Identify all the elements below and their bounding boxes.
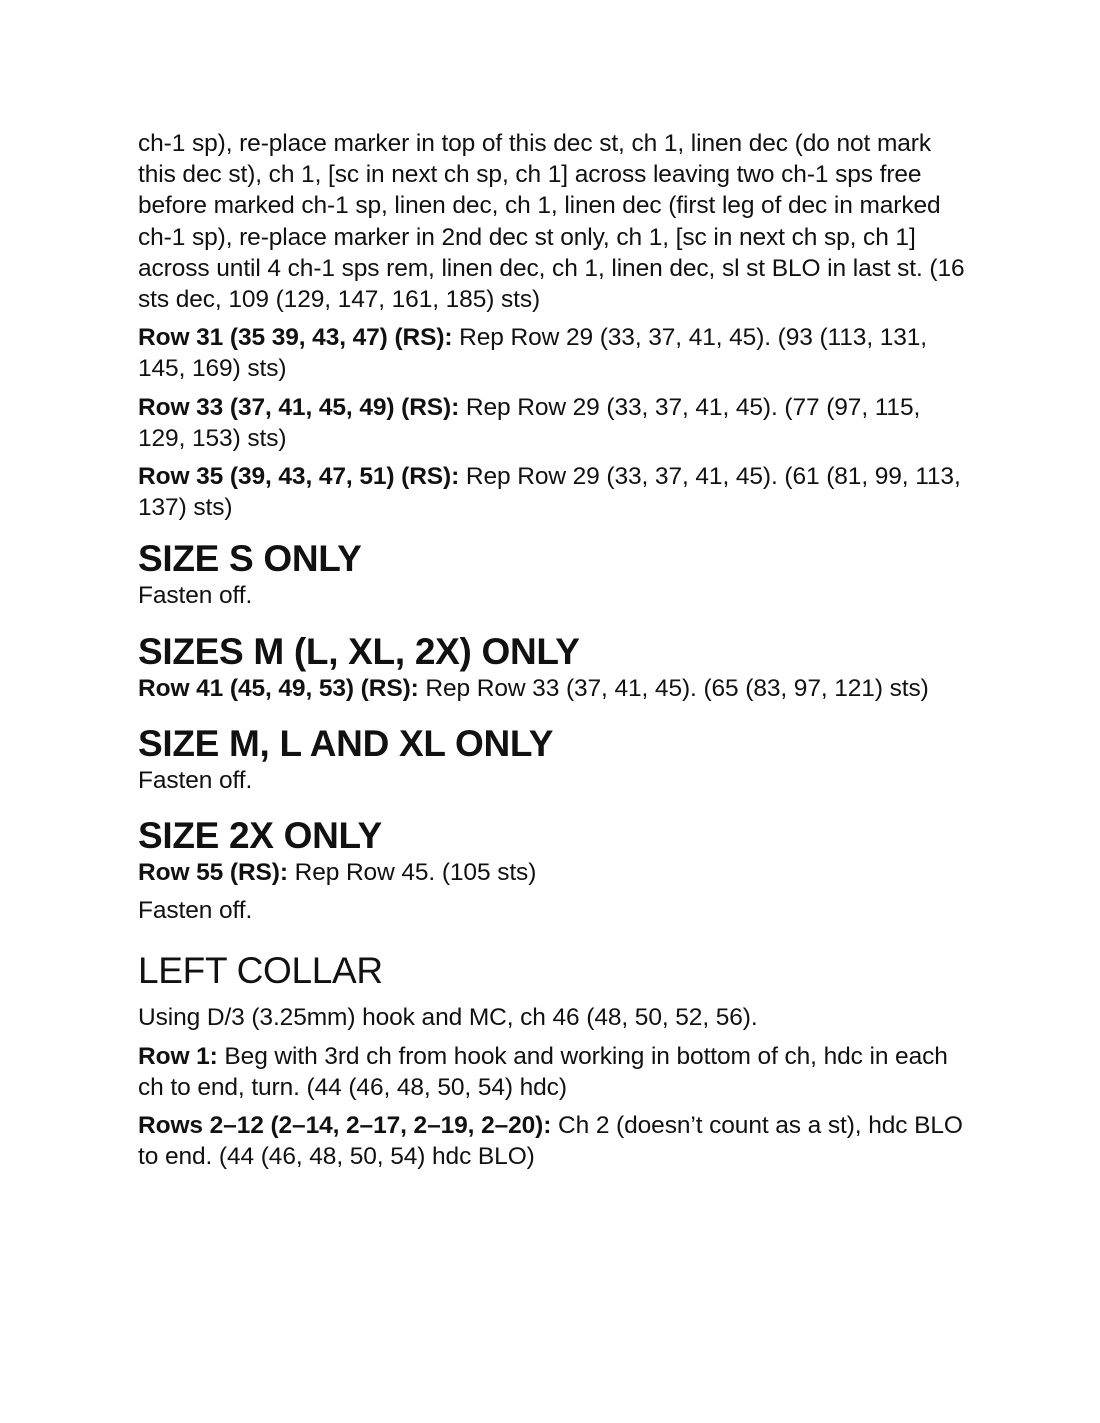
row-text: Rep Row 33 (37, 41, 45). (65 (83, 97, 121) sts) xyxy=(418,674,929,702)
row-label: Row 35 (39, 43, 47, 51) (RS): xyxy=(138,463,460,491)
sizes-m-2x-heading: SIZES M (L, XL, 2X) ONLY xyxy=(138,630,580,672)
row-text: Rep Row 45. (105 sts) xyxy=(287,859,537,887)
row-label: Row 1: xyxy=(138,1042,218,1070)
size-m-l-xl-text: Fasten off. xyxy=(138,766,253,794)
row-41-instruction xyxy=(138,673,968,704)
row-label: Row 41 (45, 49, 53) (RS): xyxy=(138,674,419,702)
size-s-text: Fasten off. xyxy=(138,582,253,610)
row-text: Rep Row 29 (33, 37, 41, 45). (93 (113, 131, 145, 169) sts) xyxy=(138,324,928,383)
row-label: Row 55 (RS): xyxy=(138,859,288,887)
left-collar-intro: Using D/3 (3.25mm) hook and MC, ch 46 (48, 50, 52, 56). xyxy=(138,1004,758,1032)
row-31-instruction xyxy=(138,322,968,384)
left-collar-heading: LEFT COLLAR xyxy=(138,950,383,992)
collar-row-1-instruction xyxy=(138,1041,968,1103)
row-text: Ch 2 (doesn’t count as a st), hdc BLO to end. (44 (46, 48, 50, 54) hdc BLO) xyxy=(138,1112,963,1171)
collar-rows-2-12-instruction xyxy=(138,1110,968,1172)
row-label: Row 31 (35 39, 43, 47) (RS): xyxy=(138,324,453,352)
pattern-page xyxy=(138,128,968,1179)
row-33-instruction xyxy=(138,392,968,454)
row-55-instruction xyxy=(138,857,968,888)
size-2x-text: Fasten off. xyxy=(138,897,253,925)
row-text: Rep Row 29 (33, 37, 41, 45). (61 (81, 99, 113, 137) sts) xyxy=(138,463,961,522)
size-2x-heading: SIZE 2X ONLY xyxy=(138,815,382,857)
row-text: Beg with 3rd ch from hook and working in bottom of ch, hdc in each ch to end, turn. (44 (46, 48, 50, 54) hdc) xyxy=(138,1042,948,1101)
row-text: Rep Row 29 (33, 37, 41, 45). (77 (97, 115, 129, 153) sts) xyxy=(138,393,921,452)
row-label: Rows 2–12 (2–14, 2–17, 2–19, 2–20): xyxy=(138,1112,552,1140)
size-m-l-xl-heading: SIZE M, L AND XL ONLY xyxy=(138,722,554,764)
row-35-instruction xyxy=(138,461,968,523)
size-s-heading: SIZE S ONLY xyxy=(138,538,362,580)
intro-paragraph: ch-1 sp), re-place marker in top of this dec st, ch 1, linen dec (do not mark this dec st), ch 1, [sc in next ch sp, ch 1] across leaving two ch-1 sps free before marked ch-1 sp, linen dec, ch 1, linen dec (first leg of dec in marked ch-1 sp), re-place marker in 2nd dec st only, ch 1, [sc in next ch sp, ch 1] across until 4 ch-1 sps rem, linen dec, ch 1, linen dec, sl st BLO in last st. (16 sts dec, 109 (129, 147, 161, 185) sts) xyxy=(138,130,965,314)
row-label: Row 33 (37, 41, 45, 49) (RS): xyxy=(138,393,460,421)
